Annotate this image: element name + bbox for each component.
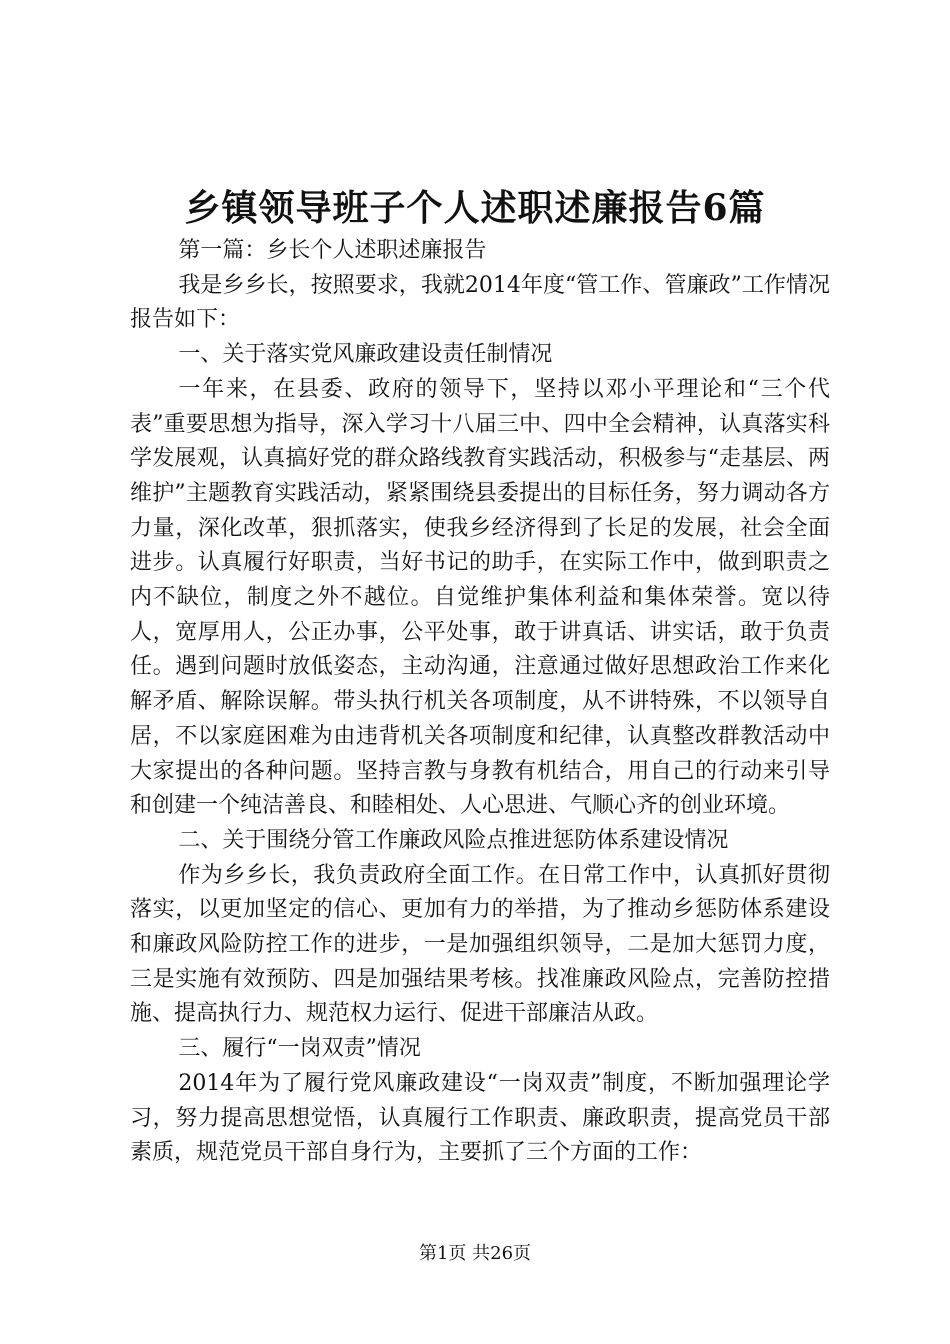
body-paragraph-1: 一年来，在县委、政府的领导下，坚持以邓小平理论和“三个代表”重要思想为指导，深入学习十八届三中、四中全会精神，认真落实科学发展观，认真搞好党的群众路线教育实践活动，积极参与“走基层、两维护”主题教育实践活动，紧紧围绕县委提出的目标任务，努力调动各方力量，深化改革，狠抓落实，使我乡经济得到了长足的发展，社会全面进步。认真履行好职责，当好书记的助手，在实际工作中，做到职责之内不缺位，制度之外不越位。自觉维护集体利益和集体荣誉。宽以待人，宽厚用人，公正办事，公平处事，敢于讲真话、讲实话，敢于负责任。遇到问题时放低姿态，主动沟通，注意通过做好思想政治工作来化解矛盾、解除误解。带头执行机关各项制度，从不讲特殊，不以领导自居，不以家庭困难为由违背机关各项制度和纪律，认真整改群教活动中大家提出的各种问题。坚持言教与身教有机结合，用自己的行动来引导和创建一个纯洁善良、和睦相处、人心思进、气顺心齐的创业环境。 — [130, 376, 830, 819]
body-paragraph-3: 2014年为了履行党风廉政建设“一岗双责”制度，不断加强理论学习，努力提高思想觉悟，认真履行工作职责、廉政职责，提高党员干部素质，规范党员干部自身行为，主要抓了三个方面的工作： — [130, 1070, 830, 1166]
document-title: 乡镇领导班子个人述职述廉报告6篇 — [184, 187, 766, 229]
section-heading-1: 一、关于落实党风廉政建设责任制情况 — [178, 342, 553, 368]
body-paragraph-2: 作为乡乡长，我负责政府全面工作。在日常工作中，认真抓好贯彻落实，以更加坚定的信心、更加有力的举措，为了推动乡惩防体系建设和廉政风险防控工作的进步，一是加强组织领导，二是加大惩罚力度，三是实施有效预防、四是加强结果考核。找准廉政风险点，完善防控措施、提高执行力、规范权力运行、促进干部廉洁从政。 — [130, 862, 830, 1027]
section-heading-3: 三、履行“一岗双责”情况 — [178, 1036, 421, 1062]
document-body — [130, 234, 830, 1171]
page-footer: 第1页 共26页 — [418, 1243, 532, 1264]
section-heading-2: 二、关于围绕分管工作廉政风险点推进惩防体系建设情况 — [178, 827, 729, 853]
intro-paragraph: 我是乡乡长，按照要求，我就2014年度“管工作、管廉政”工作情况报告如下： — [130, 272, 831, 333]
section-heading-part-one: 第一篇：乡长个人述职述廉报告 — [178, 238, 487, 263]
